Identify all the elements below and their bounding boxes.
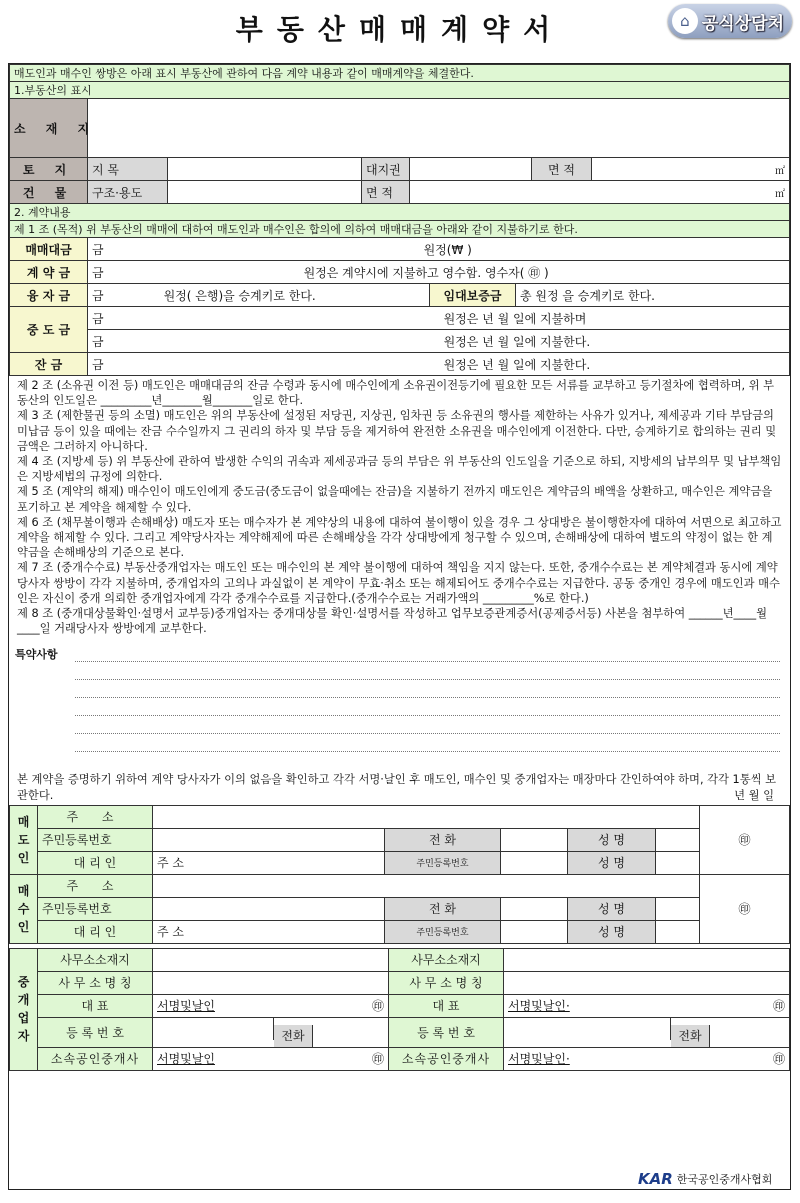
section1-heading: 1.부동산의 표시 xyxy=(10,82,790,99)
balance-won: 금 xyxy=(92,357,104,372)
jimok-field[interactable] xyxy=(168,158,362,181)
broker2-rep-label: 대 표 xyxy=(389,994,504,1017)
buyer-seal: ㊞ xyxy=(700,874,790,943)
clause-3: 제 3 조 (제한물권 등의 소멸) 매도인은 위의 부동산에 설정된 저당권, 지상권, 임차권 등 소유권의 행사를 제한하는 사유가 있거나, 제세공과 기타 부담금의 미납금 등이 있을 때에는 잔금 수수일까지 그 권리의 하자 및 부담 등을 제거하여 완전한 소유권을 매수인에게 이전한다. 다만, 승계하기로 합의하는 권리 및 금액은 그러하지 아니하다. xyxy=(17,409,777,453)
lease-deposit-label: 임대보증금 xyxy=(430,284,516,307)
seller-agent-addr-label: 주 소 xyxy=(157,856,184,871)
buyer-agent-id-label: 주민등록번호 xyxy=(385,920,501,943)
closing-date[interactable]: 년 월 일 xyxy=(728,788,774,803)
jimok-label: 지 목 xyxy=(88,158,168,181)
badge-label: 공식상담처 xyxy=(701,13,784,34)
seller-name-label: 성 명 xyxy=(568,828,656,851)
loan-label: 융 자 금 xyxy=(10,284,88,307)
balance-text[interactable]: 원정은 년 월 일에 지불한다. xyxy=(443,357,591,372)
clauses xyxy=(9,378,790,636)
seller-id-field[interactable] xyxy=(153,828,385,851)
loan-text[interactable]: 원정( 은행)을 승계키로 한다. xyxy=(163,288,316,303)
land-right-field[interactable] xyxy=(410,158,532,181)
broker1-reg-label: 등 록 번 호 xyxy=(38,1017,153,1047)
price-label: 매매대금 xyxy=(10,238,88,261)
parties-table xyxy=(9,805,790,944)
middle1-text[interactable]: 원정은 년 월 일에 지불하며 xyxy=(443,311,587,326)
payment-table xyxy=(9,237,790,376)
closing-text: 본 계약을 증명하기 위하여 계약 당사자가 이의 없음을 확인하고 각각 서명·날인 후 매도인, 매수인 및 중개업자는 매장마다 간인하여야 하며, 각각 1통씩 보관한다. xyxy=(17,773,777,802)
loan-won: 금 xyxy=(92,288,104,303)
section2-heading: 2. 계약내용 xyxy=(10,204,790,221)
seller-address-field[interactable] xyxy=(153,805,700,828)
broker2-reg-label: 등 록 번 호 xyxy=(389,1017,504,1047)
clause-4: 제 4 조 (지방세 등) 위 부동산에 관하여 발생한 수익의 귀속과 제세공과금 등의 부담은 위 부동산의 인도일을 기준으로 하되, 지방세의 납부의무 및 납부책임은 지방세법의 규정에 의한다. xyxy=(17,455,782,484)
lease-deposit-text[interactable]: 총 원정 을 승계키로 한다. xyxy=(516,284,790,307)
broker1-belong-sign[interactable]: 서명및날인 xyxy=(157,1052,215,1067)
buyer-name-field[interactable] xyxy=(656,897,700,920)
land-area-unit[interactable]: ㎡ xyxy=(592,158,790,181)
seller-phone-label: 전 화 xyxy=(385,828,501,851)
broker1-rep-seal: ㊞ xyxy=(371,999,384,1014)
building-area-label: 면 적 xyxy=(362,181,410,204)
broker1-belong-label: 소속공인중개사 xyxy=(38,1047,153,1070)
intro-text: 매도인과 매수인 쌍방은 아래 표시 부동산에 관하여 다음 계약 내용과 같이 매매계약을 체결한다. xyxy=(10,65,790,82)
broker2-name-field[interactable] xyxy=(504,971,790,994)
document-title: 부동산매매계약서 xyxy=(235,13,565,46)
seller-id-label: 주민등록번호 xyxy=(38,828,153,851)
buyer-agent-name-label: 성 명 xyxy=(568,920,656,943)
seller-agent-id-field[interactable] xyxy=(501,851,568,874)
structure-label: 구조·용도 xyxy=(88,181,168,204)
broker2-belong-label: 소속공인중개사 xyxy=(389,1047,504,1070)
seller-phone-field[interactable] xyxy=(501,828,568,851)
buyer-name-label: 성 명 xyxy=(568,897,656,920)
seller-seal: ㊞ xyxy=(700,805,790,874)
broker1-belong-seal: ㊞ xyxy=(371,1052,384,1067)
clause-7: 제 7 조 (중개수수료) 부동산중개업자는 매도인 또는 매수인의 본 계약 불이행에 대하여 책임을 지지 않는다. 또한, 중개수수료는 본 계약체결과 동시에 계약 당사자 쌍방이 각각 지불하며, 중개업자의 고의나 과실없이 본 계약이 무효·취소 또는 해제되어도 중개수수료는 지급한다. 공동 중개인 경우에 매도인과 매수인은 자신이 중개 의뢰한 중개업자에게 각각 중개수수료를 지급한다.(중개수수료는 거래가액의 _________%로 한다.) xyxy=(17,561,780,605)
balance-label: 잔 금 xyxy=(10,353,88,376)
deposit-won: 금 xyxy=(92,265,104,280)
clause1-text: 제 1 조 (목적) 위 부동산의 매매에 대하여 매도인과 매수인은 합의에 의하여 매매대금을 아래와 같이 지불하기로 한다. xyxy=(10,221,790,238)
buyer-address-field[interactable] xyxy=(153,874,700,897)
buyer-phone-field[interactable] xyxy=(501,897,568,920)
broker1-name-label: 사 무 소 명 칭 xyxy=(38,971,153,994)
buyer-agent-addr-label: 주 소 xyxy=(157,925,184,940)
middle2-won: 금 xyxy=(92,334,104,349)
broker-label: 중개업자 xyxy=(10,948,38,1070)
broker2-office-field[interactable] xyxy=(504,948,790,971)
broker2-rep-sign[interactable]: 서명및날인· xyxy=(508,999,570,1014)
broker2-name-label: 사 무 소 명 칭 xyxy=(389,971,504,994)
special-terms-label: 특약사항 xyxy=(15,648,58,662)
middle-payment-label: 중 도 금 xyxy=(10,307,88,353)
clause-8: 제 8 조 (중개대상물확인·설명서 교부등)중개업자는 중개대상물 확인·설명서를 작성하고 업무보증관계증서(공제증서등) 사본을 첨부하여 ______년____월____일 거래당사자 쌍방에게 교부한다. xyxy=(17,607,768,636)
building-label: 건 물 xyxy=(10,181,88,204)
deposit-label: 계 약 금 xyxy=(10,261,88,284)
footer-org: 한국공인중개사협회 xyxy=(676,1173,773,1186)
broker1-rep-label: 대 표 xyxy=(38,994,153,1017)
buyer-id-label: 주민등록번호 xyxy=(38,897,153,920)
seller-name-field[interactable] xyxy=(656,828,700,851)
broker1-office-field[interactable] xyxy=(153,948,389,971)
location-field[interactable] xyxy=(88,99,790,158)
special-terms[interactable] xyxy=(9,644,790,762)
land-label: 토 지 xyxy=(10,158,88,181)
kar-logo-icon: KAR xyxy=(638,1170,673,1188)
land-area-label: 면 적 xyxy=(532,158,592,181)
property-table xyxy=(9,64,790,238)
broker2-rep-seal: ㊞ xyxy=(772,999,785,1014)
price-won: 금 xyxy=(92,242,104,257)
buyer-phone-label: 전 화 xyxy=(385,897,501,920)
buyer-agent-id-field[interactable] xyxy=(501,920,568,943)
seller-agent-name-label: 성 명 xyxy=(568,851,656,874)
clause-5: 제 5 조 (계약의 해제) 매수인이 매도인에게 중도금(중도금이 없을때에는 잔금)을 지불하기 전까지 매도인은 계약금의 배액을 상환하고, 매수인은 계약금을 포기하고 본 계약을 해제할 수 있다. xyxy=(17,485,773,514)
buyer-address-label: 주 소 xyxy=(38,874,153,897)
broker2-phone-label: 전화 xyxy=(671,1025,710,1047)
broker1-rep-sign[interactable]: 서명및날인 xyxy=(157,999,215,1014)
seller-agent-label: 대 리 인 xyxy=(38,851,153,874)
seller-address-label: 주 소 xyxy=(38,805,153,828)
house-icon: ⌂ xyxy=(672,8,698,34)
buyer-agent-name-field[interactable] xyxy=(656,920,700,943)
broker1-name-field[interactable] xyxy=(153,971,389,994)
footer xyxy=(638,1170,772,1188)
seller-label: 매도인 xyxy=(10,805,38,874)
clause-6: 제 6 조 (채무불이행과 손해배상) 매도자 또는 매수자가 본 계약상의 내용에 대하여 불이행이 있을 경우 그 상대방은 불이행한자에 대하여 서면으로 최고하고 계약을 해제할 수 있다. 그리고 계약당사자는 계약해제에 따른 손해배상을 각각 상대방에게 청구할 수 있으며, 손해배상에 대하여 별도의 약정이 없는 한 계약금을 손해배상의 기준으로 본다. xyxy=(17,515,782,560)
land-right-label: 대지권 xyxy=(362,158,410,181)
seller-agent-id-label: 주민등록번호 xyxy=(385,851,501,874)
broker1-office-label: 사무소소재지 xyxy=(38,948,153,971)
structure-field[interactable] xyxy=(168,181,362,204)
closing xyxy=(9,772,790,802)
broker2-belong-seal: ㊞ xyxy=(772,1052,785,1067)
clause-2: 제 2 조 (소유권 이전 등) 매도인은 매매대금의 잔금 수령과 동시에 매수인에게 소유권이전등기에 필요한 모든 서류를 교부하고 등기절차에 협력하며, 위 부동산의 인도일은 _________년_______월_______일로 한다. xyxy=(17,379,775,408)
middle1-won: 금 xyxy=(92,311,104,326)
broker1-phone-label: 전화 xyxy=(274,1025,313,1047)
buyer-id-field[interactable] xyxy=(153,897,385,920)
buyer-label: 매수인 xyxy=(10,874,38,943)
buyer-agent-label: 대 리 인 xyxy=(38,920,153,943)
deposit-text[interactable]: 원정은 계약시에 지불하고 영수함. 영수자( ㊞ ) xyxy=(303,265,549,280)
consult-badge[interactable] xyxy=(668,4,792,38)
broker-table xyxy=(9,948,790,1071)
broker2-belong-sign[interactable]: 서명및날인· xyxy=(508,1052,570,1067)
price-text[interactable]: 원정(₩ ) xyxy=(423,242,472,257)
contract-sheet xyxy=(8,63,791,1190)
broker2-office-label: 사무소소재지 xyxy=(389,948,504,971)
building-area-unit[interactable]: ㎡ xyxy=(410,181,790,204)
middle2-text[interactable]: 원정은 년 월 일에 지불한다. xyxy=(443,334,591,349)
seller-agent-name-field[interactable] xyxy=(656,851,700,874)
location-label: 소 재 지 xyxy=(10,99,88,158)
